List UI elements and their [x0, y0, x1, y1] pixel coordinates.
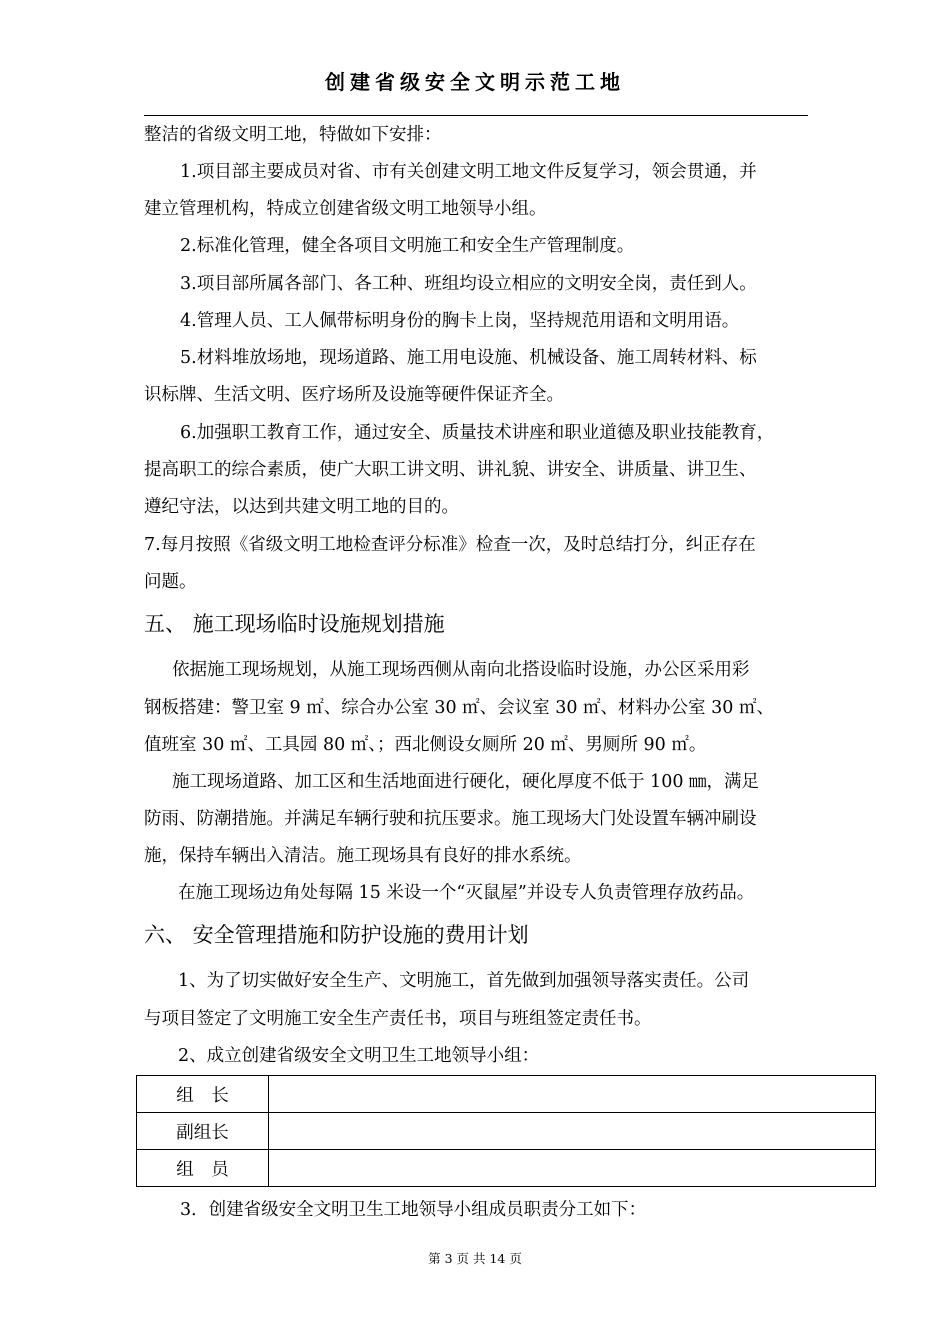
paragraph-line: 整洁的省级文明工地，特做如下安排：: [144, 125, 442, 145]
paragraph-line: 钢板搭建：警卫室 9 ㎡、综合办公室 30 ㎡、会议室 30 ㎡、材料办公室 30 ㎡、: [144, 698, 774, 718]
paragraph-line: 值班室 30 ㎡、工具园 80 ㎡、；西北侧设女厕所 20 ㎡、男厕所 90 ㎡。: [144, 735, 707, 755]
paragraph-line: 7.每月按照《省级文明工地检查评分标准》检查一次，及时总结打分，纠正存在: [144, 535, 756, 555]
member-cell: [269, 1150, 876, 1187]
paragraph-line: 2、成立创建省级安全文明卫生工地领导小组：: [178, 1046, 540, 1066]
paragraph-line: 6.加强职工教育工作，通过安全、质量技术讲座和职业道德及职业技能教育，: [180, 423, 775, 443]
member-cell: [269, 1076, 876, 1113]
page-number: 第 3 页 共 14 页: [428, 1251, 522, 1266]
paragraph-line: 识标牌、生活文明、医疗场所及设施等硬件保证齐全。: [144, 385, 564, 405]
paragraph-line: 施工现场道路、加工区和生活地面进行硬化，硬化厚度不低于 100 ㎜，满足: [172, 772, 760, 792]
paragraph-line: 1.项目部主要成员对省、市有关创建文明工地文件反复学习，领会贯通，并: [180, 162, 757, 182]
header-rule: [144, 115, 808, 116]
paragraph-line: 建立管理机构，特成立创建省级文明工地领导小组。: [144, 199, 547, 219]
table-row: [137, 1150, 876, 1187]
paragraph-line: 3.项目部所属各部门、各工种、班组均设立相应的文明安全岗，责任到人。: [180, 274, 757, 294]
paragraph-line: 2.标准化管理，健全各项目文明施工和安全生产管理制度。: [180, 236, 635, 256]
role-cell: 组 长: [137, 1076, 269, 1113]
table-row: [137, 1076, 876, 1113]
leader-group-table: [136, 1075, 876, 1187]
page-header-title: 创建省级安全文明示范工地: [325, 70, 625, 94]
paragraph-line: 防雨、防潮措施。并满足车辆行驶和抗压要求。施工现场大门处设置车辆冲刷设: [144, 809, 757, 829]
paragraph-line: 5.材料堆放场地，现场道路、施工用电设施、机械设备、施工周转材料、标: [180, 348, 757, 368]
paragraph-line: 与项目签定了文明施工安全生产责任书，项目与班组签定责任书。: [144, 1009, 652, 1029]
table-row: [137, 1113, 876, 1150]
role-cell: 副组长: [137, 1113, 269, 1150]
paragraph-line: 3．创建省级安全文明卫生工地领导小组成员职责分工如下：: [180, 1200, 647, 1220]
paragraph-line: 提高职工的综合素质，使广大职工讲文明、讲礼貌、讲安全、讲质量、讲卫生、: [144, 460, 757, 480]
paragraph-line: 1、为了切实做好安全生产、文明施工，首先做到加强领导落实责任。公司: [178, 971, 750, 991]
member-cell: [269, 1113, 876, 1150]
paragraph-line: 施，保持车辆出入清洁。施工现场具有良好的排水系统。: [144, 846, 582, 866]
role-cell: 组 员: [137, 1150, 269, 1187]
paragraph-line: 依据施工现场规划，从施工现场西侧从南向北搭设临时设施，办公区采用彩: [172, 660, 750, 680]
section-heading: 六、 安全管理措施和防护设施的费用计划: [144, 923, 529, 947]
section-heading: 五、 施工现场临时设施规划措施: [144, 612, 445, 636]
paragraph-line: 问题。: [144, 572, 197, 592]
paragraph-line: 遵纪守法，以达到共建文明工地的目的。: [144, 497, 459, 517]
paragraph-line: 在施工现场边角处每隔 15 米设一个“灭鼠屋”并设专人负责管理存放药品。: [178, 883, 755, 903]
paragraph-line: 4.管理人员、工人佩带标明身份的胸卡上岗，坚持规范用语和文明用语。: [180, 311, 740, 331]
